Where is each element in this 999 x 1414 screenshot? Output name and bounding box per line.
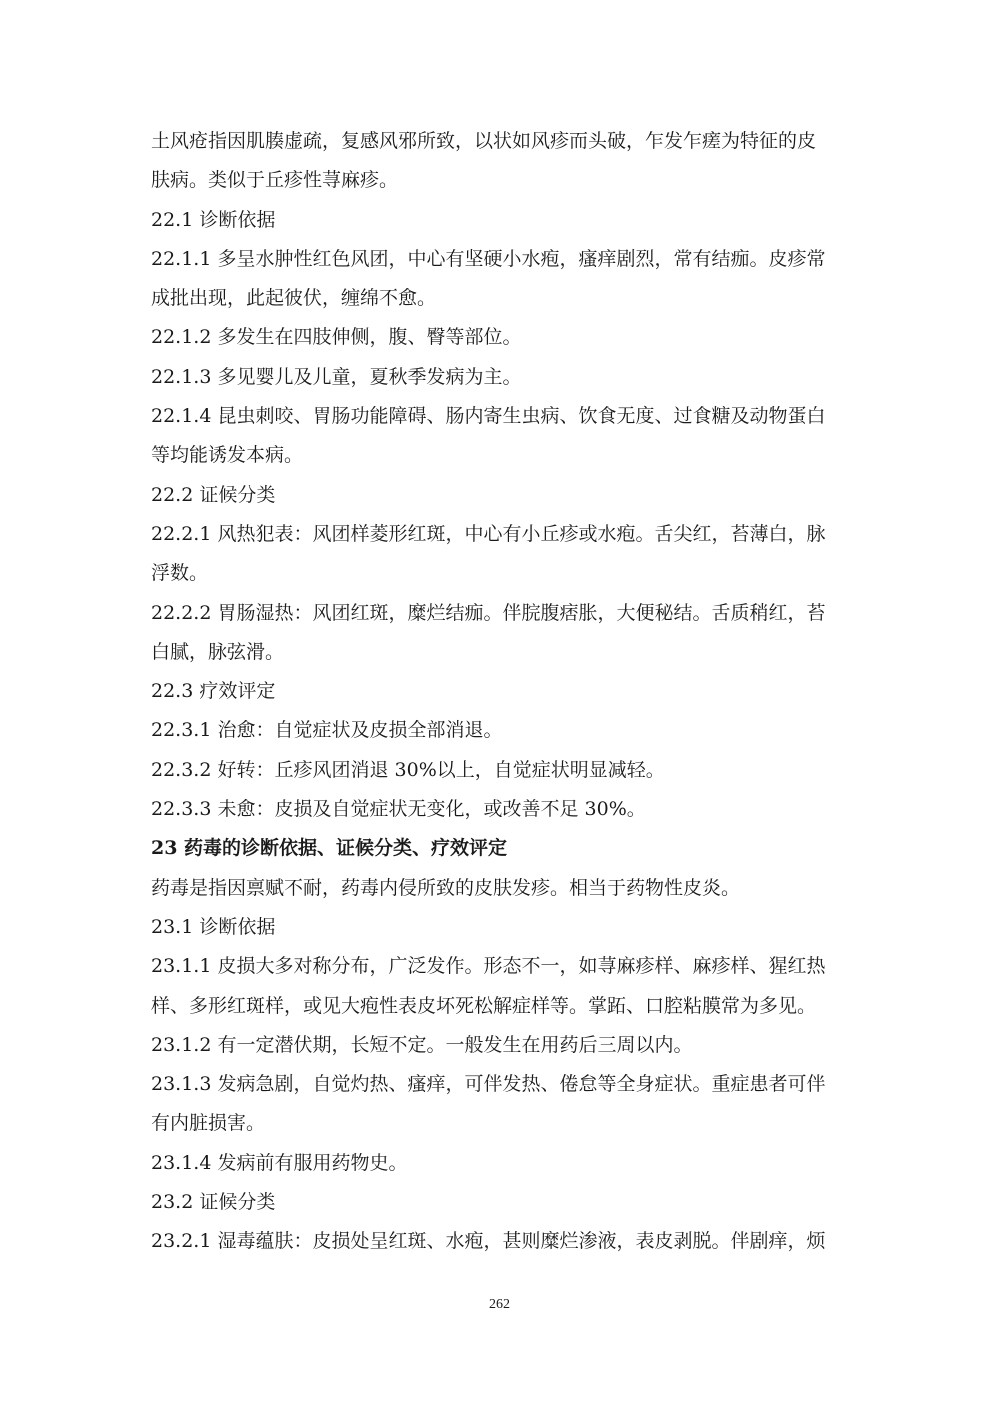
text-line: 22.1 诊断依据 (151, 208, 276, 231)
text-line: 23.1 诊断依据 (151, 915, 276, 938)
text-line: 22.3.1 治愈：自觉症状及皮损全部消退。 (151, 719, 503, 742)
text-line: 23.1.4 发病前有服用药物史。 (151, 1151, 408, 1174)
text-line: 22.1.3 多见婴儿及儿童，夏秋季发病为主。 (151, 365, 522, 388)
text-line: 等均能诱发本病。 (151, 444, 304, 467)
text-line: 23.1.2 有一定潜伏期，长短不定。一般发生在用药后三周以内。 (151, 1033, 693, 1056)
text-line: 22.3.2 好转：丘疹风团消退 30%以上，自觉症状明显减轻。 (151, 758, 665, 781)
page-body (151, 122, 851, 1262)
text-line: 浮数。 (151, 562, 209, 585)
text-line: 22.3.3 未愈：皮损及自觉症状无变化，或改善不足 30%。 (151, 798, 646, 821)
text-line: 土风疮指因肌腠虚疏，复感风邪所致，以状如风疹而头破，乍发乍瘥为特征的皮 (151, 130, 817, 152)
text-line: 23.1.3 发病急剧，自觉灼热、瘙痒，可伴发热、倦怠等全身症状。重症患者可伴 (151, 1073, 826, 1096)
text-line: 22.2 证候分类 (151, 483, 276, 506)
text-line: 样、多形红斑样，或见大疱性表皮坏死松解症样等。掌跖、口腔粘膜常为多见。 (151, 994, 817, 1017)
text-line: 22.2.2 胃肠湿热：风团红斑，糜烂结痂。伴脘腹痞胀，大便秘结。舌质稍红，苔 (151, 601, 826, 624)
text-line: 有内脏损害。 (151, 1112, 266, 1135)
text-line: 22.1.1 多呈水肿性红色风团，中心有坚硬小水疱，瘙痒剧烈，常有结痂。皮疹常 (151, 247, 826, 270)
text-line: 22.1.4 昆虫刺咬、胃肠功能障碍、肠内寄生虫病、饮食无度、过食糖及动物蛋白 (151, 405, 826, 428)
text-line: 白腻，脉弦滑。 (151, 640, 285, 663)
text-line: 22.2.1 风热犯表：风团样菱形红斑，中心有小丘疹或水疱。舌尖红，苔薄白，脉 (151, 522, 826, 545)
section-heading: 23 药毒的诊断依据、证候分类、疗效评定 (151, 837, 508, 860)
text-line: 23.2.1 湿毒蕴肤：皮损处呈红斑、水疱，甚则糜烂渗液，表皮剥脱。伴剧痒，烦 (151, 1230, 826, 1253)
text-line: 22.3 疗效评定 (151, 680, 276, 703)
text-line: 23.2 证候分类 (151, 1191, 276, 1214)
page-number: 262 (489, 1297, 510, 1312)
text-line: 23.1.1 皮损大多对称分布，广泛发作。形态不一，如荨麻疹样、麻疹样、猩红热 (151, 955, 826, 978)
text-line: 22.1.2 多发生在四肢伸侧，腹、臀等部位。 (151, 326, 522, 349)
text-line: 肤病。类似于丘疹性荨麻疹。 (151, 169, 399, 192)
text-line: 成批出现，此起彼伏，缠绵不愈。 (151, 287, 437, 310)
text-line: 药毒是指因禀赋不耐，药毒内侵所致的皮肤发疹。相当于药物性皮炎。 (151, 876, 741, 899)
